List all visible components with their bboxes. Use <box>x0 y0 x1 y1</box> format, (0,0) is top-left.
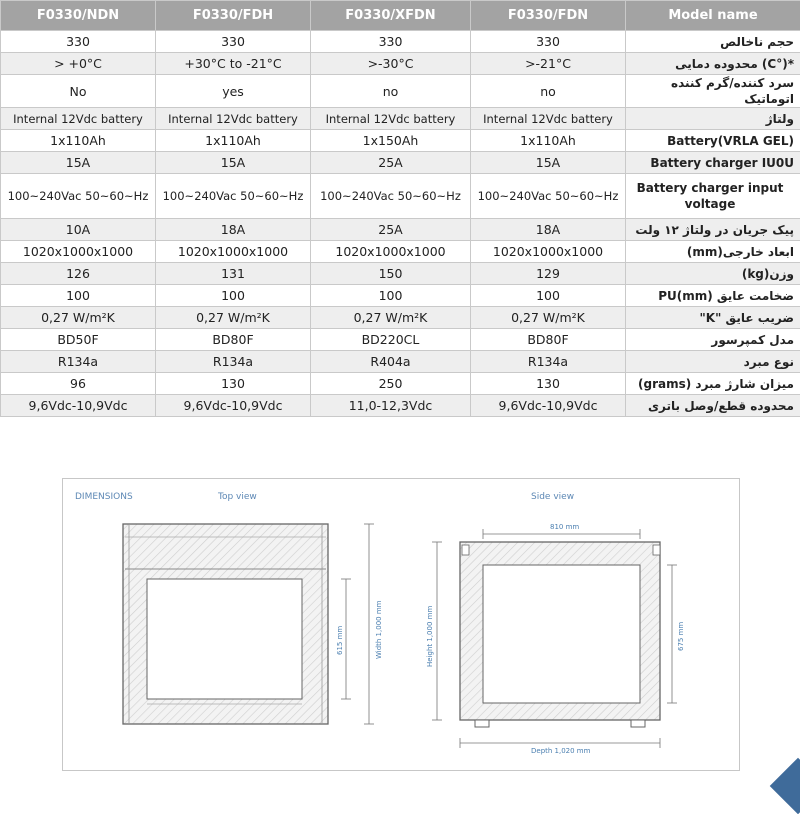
row-label: ضریب عایق "K" <box>626 307 800 329</box>
column-header: F0330/XFDN <box>311 1 471 31</box>
table-cell: 18A <box>156 219 311 241</box>
table-cell: BD80F <box>471 329 626 351</box>
table-row <box>1 373 800 395</box>
row-label: محدوده قطع/وصل باتری <box>626 395 800 417</box>
side-view-inner <box>483 565 640 703</box>
table-cell: R404a <box>311 351 471 373</box>
table-cell: 330 <box>156 31 311 53</box>
table-row <box>1 152 800 174</box>
table-row <box>1 174 800 219</box>
table-cell: 130 <box>471 373 626 395</box>
table-cell: R134a <box>471 351 626 373</box>
table-cell: 100~240Vac 50~60~Hz <box>156 174 311 219</box>
top-view-drawing <box>123 524 383 724</box>
table-cell: yes <box>156 75 311 108</box>
table-cell: Internal 12Vdc battery <box>471 108 626 130</box>
table-cell: 100 <box>1 285 156 307</box>
side-view-drawing <box>426 523 685 755</box>
table-cell: 15A <box>471 152 626 174</box>
table-row <box>1 329 800 351</box>
table-cell: 25A <box>311 219 471 241</box>
row-label: حجم ناخالص <box>626 31 800 53</box>
table-cell: 1020x1000x1000 <box>311 241 471 263</box>
table-cell: 10A <box>1 219 156 241</box>
table-cell: Internal 12Vdc battery <box>311 108 471 130</box>
table-cell: Internal 12Vdc battery <box>1 108 156 130</box>
table-cell: > +0°C <box>1 53 156 75</box>
column-header: Model name <box>626 1 800 31</box>
table-cell: 130 <box>156 373 311 395</box>
table-cell: 100~240Vac 50~60~Hz <box>1 174 156 219</box>
hinge <box>653 545 660 555</box>
side-depth-dimension: Depth 1,020 mm <box>531 747 591 755</box>
row-label: وزن(kg) <box>626 263 800 285</box>
top-inner-dimension: 615 mm <box>336 626 344 655</box>
table-row <box>1 75 800 108</box>
table-cell: 100~240Vac 50~60~Hz <box>471 174 626 219</box>
top-view-label: Top view <box>217 492 257 502</box>
table-cell: 25A <box>311 152 471 174</box>
table-cell: R134a <box>156 351 311 373</box>
row-label: Battery(VRLA GEL) <box>626 130 800 152</box>
table-cell: 0,27 W/m²K <box>311 307 471 329</box>
table-cell: 150 <box>311 263 471 285</box>
table-cell: 1x150Ah <box>311 130 471 152</box>
table-cell: 129 <box>471 263 626 285</box>
table-cell: 1x110Ah <box>471 130 626 152</box>
top-view-inner <box>147 579 302 699</box>
dimensions-title: DIMENSIONS <box>75 492 133 502</box>
table-row <box>1 241 800 263</box>
table-row <box>1 263 800 285</box>
table-cell: no <box>471 75 626 108</box>
table-cell: R134a <box>1 351 156 373</box>
row-label: مدل کمپرسور <box>626 329 800 351</box>
table-cell: 100 <box>311 285 471 307</box>
table-row <box>1 351 800 373</box>
row-label: Battery charger IU0U <box>626 152 800 174</box>
table-cell: 15A <box>1 152 156 174</box>
row-label: ابعاد خارجی(mm) <box>626 241 800 263</box>
row-label: پیک جریان در ولتاژ ۱۲ ولت <box>626 219 800 241</box>
table-cell: No <box>1 75 156 108</box>
table-cell: BD50F <box>1 329 156 351</box>
table-row <box>1 285 800 307</box>
table-cell: 131 <box>156 263 311 285</box>
table-cell: 1020x1000x1000 <box>1 241 156 263</box>
table-cell: 100~240Vac 50~60~Hz <box>311 174 471 219</box>
column-header: F0330/NDN <box>1 1 156 31</box>
row-label: میزان شارژ مبرد (grams) <box>626 373 800 395</box>
corner-decoration <box>770 758 800 814</box>
table-row <box>1 130 800 152</box>
table-cell: 15A <box>156 152 311 174</box>
side-inner-width-dimension: 810 mm <box>550 523 579 531</box>
table-cell: BD220CL <box>311 329 471 351</box>
table-cell: 18A <box>471 219 626 241</box>
side-view-label: Side view <box>531 492 574 502</box>
table-row <box>1 31 800 53</box>
table-row <box>1 53 800 75</box>
table-cell: +30°C to -21°C <box>156 53 311 75</box>
table-row <box>1 108 800 130</box>
hinge <box>462 545 469 555</box>
table-cell: BD80F <box>156 329 311 351</box>
table-header-row <box>1 1 800 31</box>
table-cell: no <box>311 75 471 108</box>
row-label: ضخامت عایق PU(mm) <box>626 285 800 307</box>
column-header: F0330/FDN <box>471 1 626 31</box>
table-row <box>1 307 800 329</box>
table-cell: 100 <box>471 285 626 307</box>
table-cell: 9,6Vdc-10,9Vdc <box>1 395 156 417</box>
table-row <box>1 219 800 241</box>
table-cell: 330 <box>1 31 156 53</box>
table-cell: >-30°C <box>311 53 471 75</box>
table-cell: 96 <box>1 373 156 395</box>
table-cell: 9,6Vdc-10,9Vdc <box>471 395 626 417</box>
table-cell: 100 <box>156 285 311 307</box>
table-cell: >-21°C <box>471 53 626 75</box>
row-label: نوع مبرد <box>626 351 800 373</box>
dimensions-svg <box>63 479 739 770</box>
foot <box>631 720 645 727</box>
row-label: Battery charger input voltage <box>626 174 800 219</box>
side-height-dimension: Height 1,000 mm <box>426 606 434 667</box>
row-label: سرد کننده/گرم کننده اتوماتیک <box>626 75 800 108</box>
row-label: ولتاژ <box>626 108 800 130</box>
table-cell: 0,27 W/m²K <box>156 307 311 329</box>
table-cell: 1020x1000x1000 <box>156 241 311 263</box>
table-cell: 0,27 W/m²K <box>471 307 626 329</box>
table-cell: 126 <box>1 263 156 285</box>
table-cell: 330 <box>471 31 626 53</box>
table-cell: 330 <box>311 31 471 53</box>
table-row <box>1 395 800 417</box>
column-header: F0330/FDH <box>156 1 311 31</box>
side-inner-height-dimension: 675 mm <box>677 622 685 651</box>
foot <box>475 720 489 727</box>
table-cell: 9,6Vdc-10,9Vdc <box>156 395 311 417</box>
table-cell: Internal 12Vdc battery <box>156 108 311 130</box>
table-cell: 11,0-12,3Vdc <box>311 395 471 417</box>
table-cell: 0,27 W/m²K <box>1 307 156 329</box>
table-cell: 250 <box>311 373 471 395</box>
table-cell: 1020x1000x1000 <box>471 241 626 263</box>
row-label: *(°C) محدوده دمایی <box>626 53 800 75</box>
table-cell: 1x110Ah <box>156 130 311 152</box>
dimensions-drawing <box>62 478 740 771</box>
table-cell: 1x110Ah <box>1 130 156 152</box>
top-width-dimension: Width 1,000 mm <box>375 600 383 659</box>
